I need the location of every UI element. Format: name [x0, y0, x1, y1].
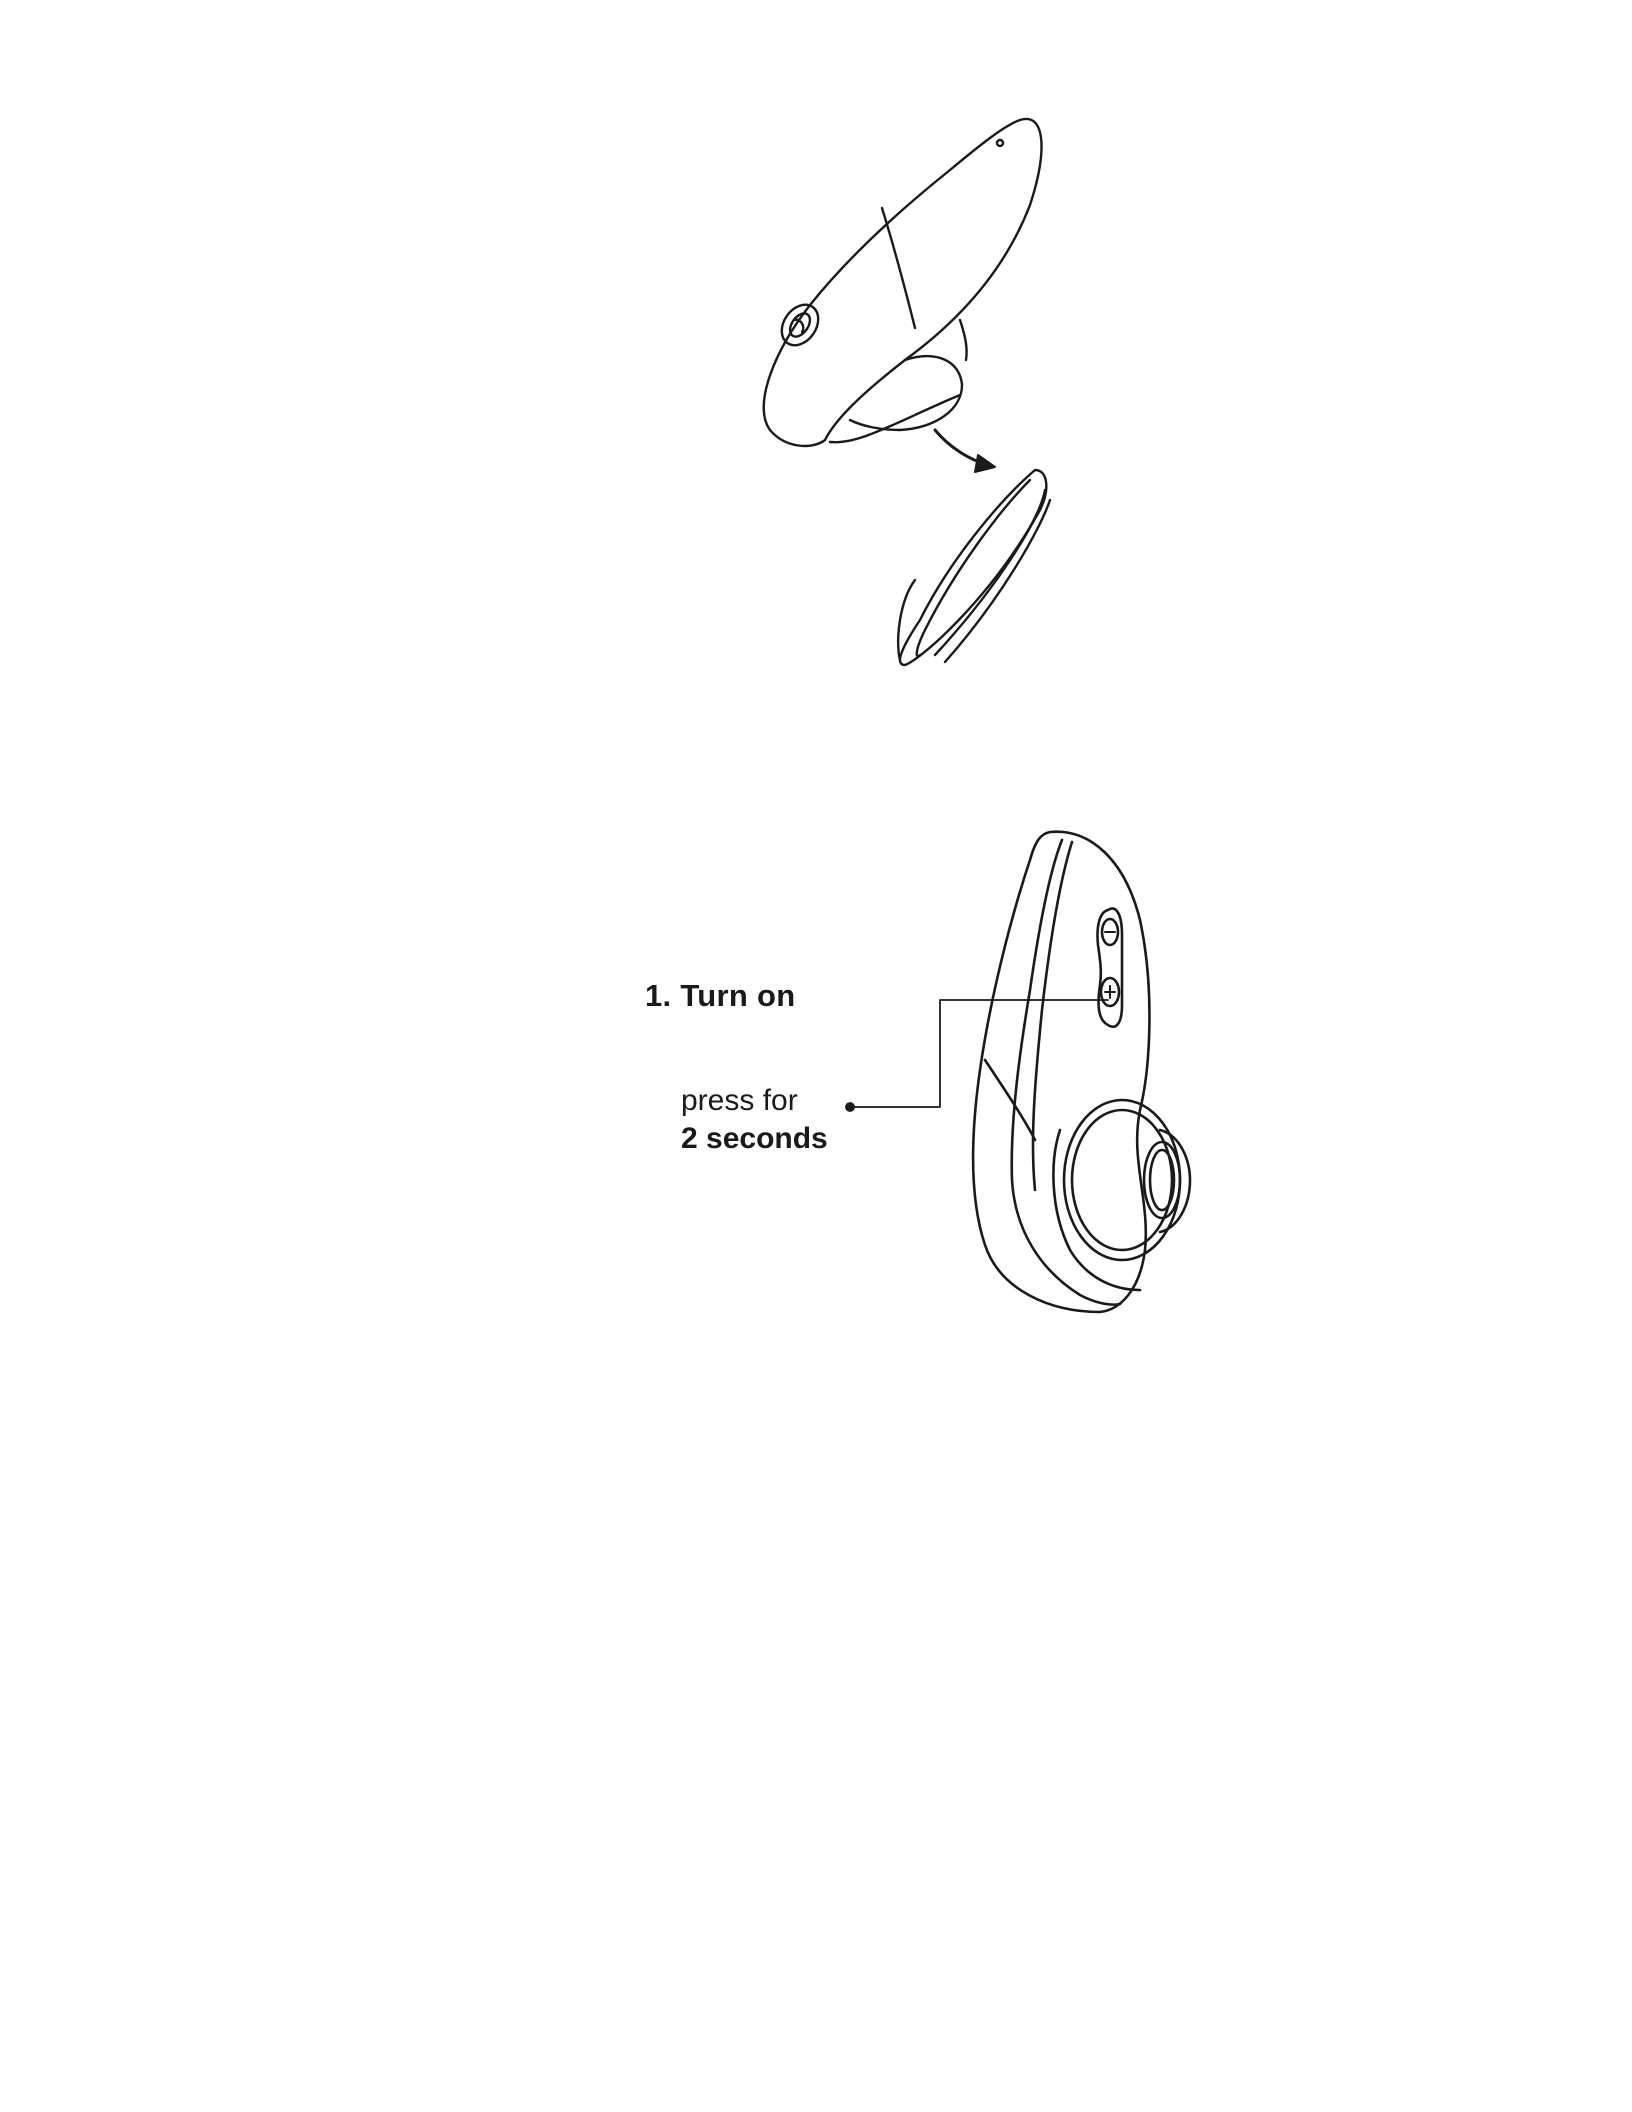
- minus-button-icon: [1102, 919, 1118, 945]
- device-with-head-detached-illustration: [764, 119, 1050, 665]
- instruction-line-1: press for: [681, 1084, 798, 1117]
- device-side-view-illustration: [973, 832, 1190, 1312]
- step-title: 1. Turn on: [645, 978, 796, 1013]
- instruction-line-2: 2 seconds: [681, 1122, 828, 1155]
- plus-button-icon: [1101, 978, 1119, 1006]
